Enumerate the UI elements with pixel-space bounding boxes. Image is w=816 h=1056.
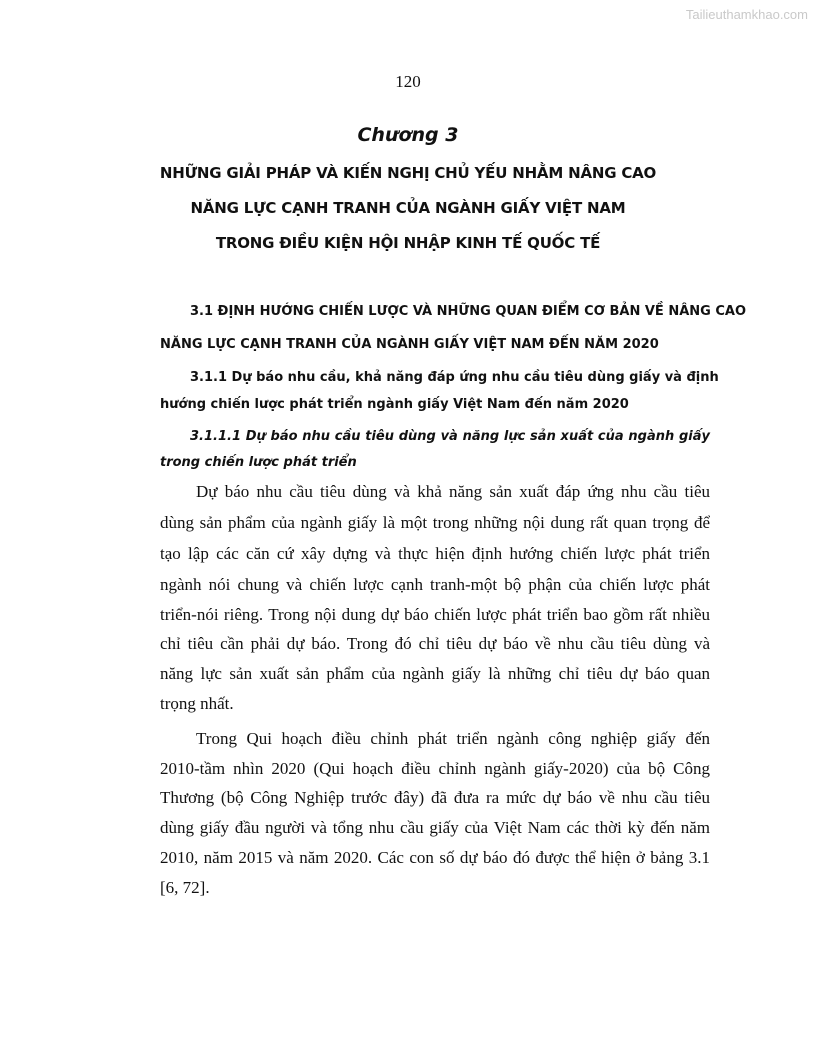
section-heading-3-1: 3.1 ĐỊNH HƯỚNG CHIẾN LƯỢC VÀ NHỮNG QUAN ĐIỂM CƠ BẢN VỀ NÂNG CAO <box>190 304 746 319</box>
chapter-heading: Chương 3 <box>357 124 459 146</box>
section-heading-3-1-1-1: trong chiến lược phát triển <box>160 455 357 470</box>
paragraph-line: 2010-tầm nhìn 2020 (Qui hoạch điều chỉnh ngành giấy-2020) của bộ Công <box>160 759 710 778</box>
chapter-title-line: NHỮNG GIẢI PHÁP VÀ KIẾN NGHỊ CHỦ YẾU NHẰM NÂNG CAO <box>159 164 657 182</box>
paragraph-line: ngành nói chung và chiến lược cạnh tranh-một bộ phận của chiến lược phát <box>160 575 710 594</box>
section-heading-3-1-1: 3.1.1 Dự báo nhu cầu, khả năng đáp ứng nhu cầu tiêu dùng giấy và định <box>190 370 719 385</box>
section-heading-3-1-1-1: 3.1.1.1 Dự báo nhu cầu tiêu dùng và năng lực sản xuất của ngành giấy <box>190 429 710 444</box>
section-heading-3-1: NĂNG LỰC CẠNH TRANH CỦA NGÀNH GIẤY VIỆT NAM ĐẾN NĂM 2020 <box>160 337 659 352</box>
paragraph-line: dùng sản phẩm của ngành giấy là một trong những nội dung rất quan trọng để <box>160 513 710 532</box>
section-heading-3-1-1: hướng chiến lược phát triển ngành giấy Việt Nam đến năm 2020 <box>160 397 629 412</box>
paragraph-line: Dự báo nhu cầu tiêu dùng và khả năng sản xuất đáp ứng nhu cầu tiêu <box>196 482 710 501</box>
paragraph-line: năng lực sản xuất sản phẩm của ngành giấy là những chỉ tiêu dự báo quan <box>160 664 710 683</box>
chapter-title-line: TRONG ĐIỀU KIỆN HỘI NHẬP KINH TẾ QUỐC TẾ <box>215 234 601 252</box>
paragraph-line: triển-nói riêng. Trong nội dung dự báo chiến lược phát triển bao gồm rất nhiều <box>160 605 710 624</box>
paragraph-line: [6, 72]. <box>160 878 210 897</box>
paragraph-line: trọng nhất. <box>160 694 234 713</box>
paragraph-line: Thương (bộ Công Nghiệp trước đây) đã đưa ra mức dự báo về nhu cầu tiêu <box>160 788 710 807</box>
paragraph-line: Trong Qui hoạch điều chỉnh phát triển ngành công nghiệp giấy đến <box>196 729 710 748</box>
paragraph-line: 2010, năm 2015 và năm 2020. Các con số dự báo đó được thể hiện ở bảng 3.1 <box>160 848 710 867</box>
chapter-title-line: NĂNG LỰC CẠNH TRANH CỦA NGÀNH GIẤY VIỆT NAM <box>190 199 626 217</box>
paragraph-line: chỉ tiêu cần phải dự báo. Trong đó chỉ tiêu dự báo về nhu cầu tiêu dùng và <box>160 634 710 653</box>
watermark: Tailieuthamkhao.com <box>685 7 808 22</box>
paragraph-line: tạo lập các căn cứ xây dựng và thực hiện định hướng chiến lược phát triển <box>160 544 710 563</box>
paragraph-line: dùng giấy đầu người và tổng nhu cầu giấy của Việt Nam các thời kỳ đến năm <box>160 818 710 837</box>
page-number: 120 <box>395 72 421 91</box>
